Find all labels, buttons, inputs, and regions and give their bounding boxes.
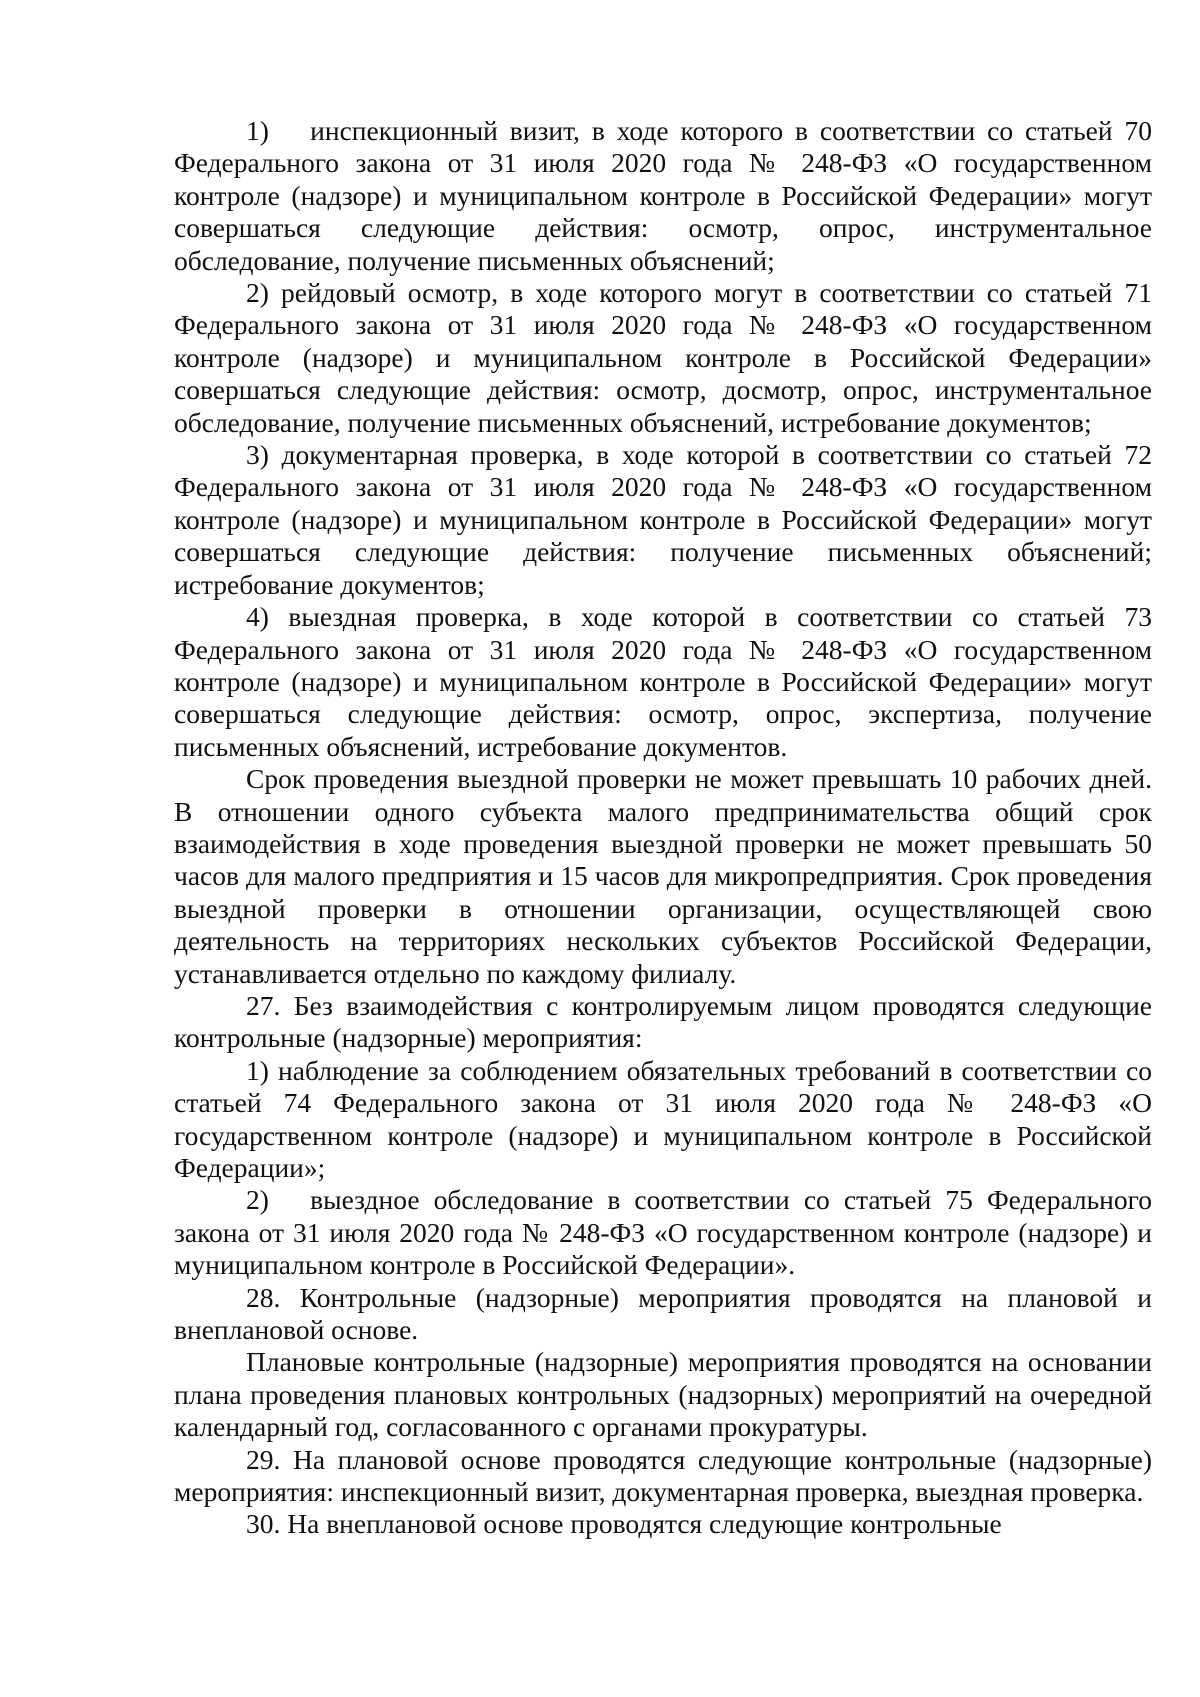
paragraph-clause-28: 28. Контрольные (надзорные) мероприятия проводятся на плановой и внеплановой основе.: [174, 1281, 1152, 1346]
paragraph-item-4-field-check: 4) выездная проверка, в ходе которой в соответствии со статьей 73 Федерального закона от 31 июля 2020 года № 248-ФЗ «О государственном контроле (надзоре) и муниципальном контроле в Российской Федерации» могут совершаться следующие действия: осмотр, опрос, экспертиза, получение письменных объяснений, истребование документов.: [174, 601, 1152, 762]
paragraph-clause-29: 29. На плановой основе проводятся следующие контрольные (надзорные) мероприятия: инспекционный визит, документарная проверка, выездная проверка.: [174, 1443, 1152, 1508]
paragraph-item-2-raid-inspection: 2) рейдовый осмотр, в ходе которого могут в соответствии со статьей 71 Федерального закона от 31 июля 2020 года № 248-ФЗ «О государственном контроле (надзоре) и муниципальном контроле в Российской Федерации» совершаться следующие действия: осмотр, досмотр, опрос, инструментальное обследование, получение письменных объяснений, истребование документов;: [174, 277, 1152, 438]
paragraph-item-3-documentary-check: 3) документарная проверка, в ходе которой в соответствии со статьей 72 Федерального закона от 31 июля 2020 года № 248-ФЗ «О государственном контроле (надзоре) и муниципальном контроле в Российской Федерации» могут совершаться следующие действия: получение письменных объяснений; истребование документов;: [174, 439, 1152, 600]
paragraph-clause-27-item-2: 2) выездное обследование в соответствии со статьей 75 Федерального закона от 31 июля 2020 года № 248-ФЗ «О государственном контроле (надзоре) и муниципальном контроле в Российской Федерации».: [174, 1184, 1152, 1281]
document-body: [174, 115, 1152, 1541]
paragraph-field-check-duration: Срок проведения выездной проверки не может превышать 10 рабочих дней. В отношении одного субъекта малого предпринимательства общий срок взаимодействия в ходе проведения выездной проверки не может превышать 50 часов для малого предприятия и 15 часов для микропредприятия. Срок проведения выездной проверки в отношении организации, осуществляющей свою деятельность на территориях нескольких субъектов Российской Федерации, устанавливается отдельно по каждому филиалу.: [174, 763, 1152, 989]
paragraph-clause-30: 30. На внеплановой основе проводятся следующие контрольные: [246, 1508, 1002, 1540]
paragraph-planned-activities: Плановые контрольные (надзорные) мероприятия проводятся на основании плана проведения плановых контрольных (надзорных) мероприятий на очередной календарный год, согласованного с органами прокуратуры.: [174, 1346, 1152, 1443]
paragraph-clause-27-item-1: 1) наблюдение за соблюдением обязательных требований в соответствии со статьей 74 Федерального закона от 31 июля 2020 года № 248-ФЗ «О государственном контроле (надзоре) и муниципальном контроле в Российской Федерации»;: [174, 1054, 1152, 1183]
paragraph-clause-27: 27. Без взаимодействия с контролируемым лицом проводятся следующие контрольные (надзорные) мероприятия:: [174, 989, 1152, 1054]
paragraph-item-1-inspection-visit: 1) инспекционный визит, в ходе которого в соответствии со статьей 70 Федерального закона от 31 июля 2020 года № 248-ФЗ «О государственном контроле (надзоре) и муниципальном контроле в Российской Федерации» могут совершаться следующие действия: осмотр, опрос, инструментальное обследование, получение письменных объяснений;: [174, 115, 1152, 276]
